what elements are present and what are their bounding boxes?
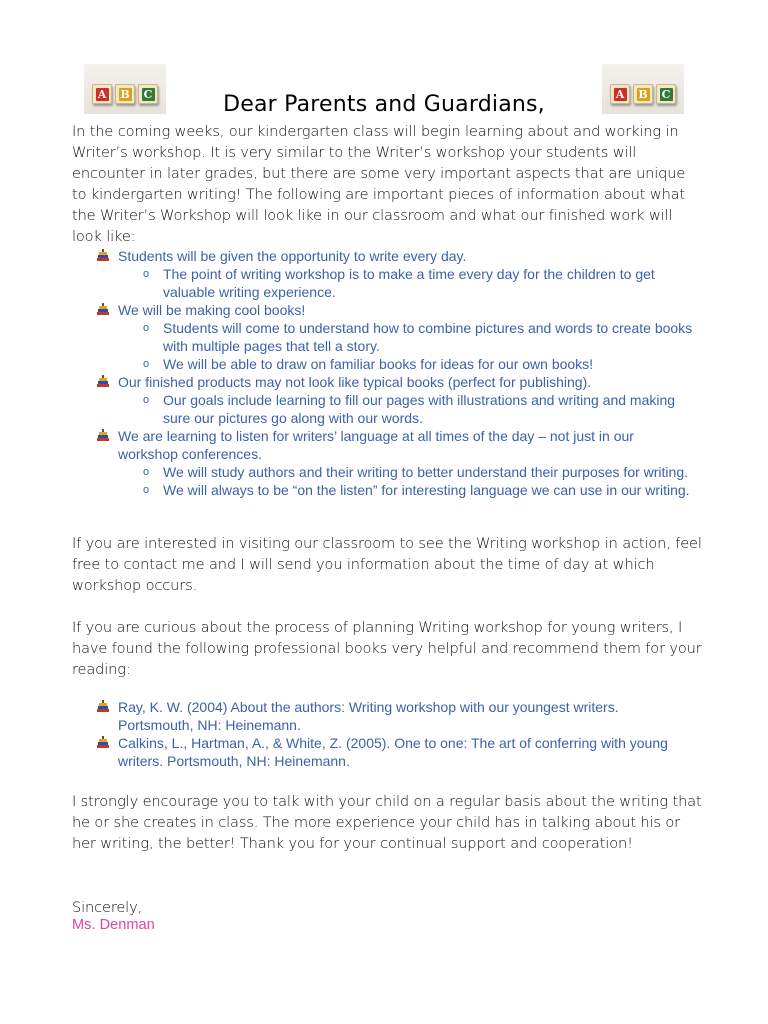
- list-item: We will be making cool books!: [96, 301, 696, 319]
- book-stack-icon: [96, 700, 110, 714]
- block-c: C: [138, 84, 158, 104]
- closing-paragraph: I strongly encourage you to talk with your child on a regular basis about the writing that he or she creates in class. The more experience your child has in talking about his or her writing, the better! Thank you for your continual support and cooperation!: [72, 793, 702, 852]
- visit-paragraph: If you are interested in visiting our classroom to see the Writing workshop in action, feel free to contact me and I will send you information about the time of day at which workshop occurs.: [72, 535, 702, 594]
- sub-list-item: o We will always to be “on the listen” for interesting language we can use in our writing.: [143, 482, 690, 498]
- book-stack-icon: [96, 375, 110, 389]
- book-stack-icon: [96, 303, 110, 317]
- book-stack-icon: [96, 429, 110, 443]
- list-item: Our finished products may not look like typical books (perfect for publishing).: [96, 373, 696, 391]
- sub-bullet-glyph: o: [143, 394, 150, 406]
- sub-bullet-glyph: o: [143, 322, 150, 334]
- list-item: We are learning to listen for writers’ language at all times of the day – not just in our workshop conferences.: [96, 427, 696, 463]
- block-a: A: [92, 84, 112, 104]
- block-a: A: [610, 84, 630, 104]
- sub-bullet-glyph: o: [143, 466, 150, 478]
- block-c: C: [656, 84, 676, 104]
- block-b: B: [633, 84, 653, 104]
- letter-title: Dear Parents and Guardians,: [223, 92, 545, 117]
- sub-list-item: o We will be able to draw on familiar books for ideas for our own books!: [143, 356, 594, 372]
- points-list: [96, 247, 696, 499]
- sub-bullet-glyph: o: [143, 358, 150, 370]
- intro-paragraph: In the coming weeks, our kindergarten class will begin learning about and working in Writer’s workshop. It is very similar to the Writer’s workshop your students will encounter in later grades, but there are some very important aspects that are unique to kindergarten writing! The following are important pieces of information about what the Writer’s Workshop will look like in our classroom and what our finished work will look like:: [72, 123, 686, 245]
- block-b: B: [115, 84, 135, 104]
- sub-list-item: o We will study authors and their writing to better understand their purposes for writing.: [143, 464, 688, 480]
- references-list: [96, 698, 696, 770]
- reference-item: Calkins, L., Hartman, A., & White, Z. (2005). One to one: The art of conferring with young writers. Portsmouth, NH: Heinemann.: [96, 734, 696, 770]
- sub-bullet-glyph: o: [143, 484, 150, 496]
- signature-name: Ms. Denman: [72, 917, 155, 933]
- book-stack-icon: [96, 249, 110, 263]
- reference-item: Ray, K. W. (2004) About the authors: Writing workshop with our youngest writers. Portsmouth, NH: Heinemann.: [96, 698, 696, 734]
- sub-list-item: o The point of writing workshop is to make a time every day for the children to get valuable writing experience.: [143, 266, 655, 300]
- book-stack-icon: [96, 736, 110, 750]
- sub-list-item: o Our goals include learning to fill our pages with illustrations and writing and making sure our pictures go along with our words.: [143, 392, 676, 426]
- sub-list-item: o Students will come to understand how to combine pictures and words to create books with multiple pages that tell a story.: [143, 320, 693, 354]
- sub-bullet-glyph: o: [143, 268, 150, 280]
- list-item: Students will be given the opportunity to write every day.: [96, 247, 696, 265]
- signoff: Sincerely,: [72, 899, 143, 916]
- books-paragraph: If you are curious about the process of planning Writing workshop for young writers, I have found the following professional books very helpful and recommend them for your reading:: [72, 619, 702, 678]
